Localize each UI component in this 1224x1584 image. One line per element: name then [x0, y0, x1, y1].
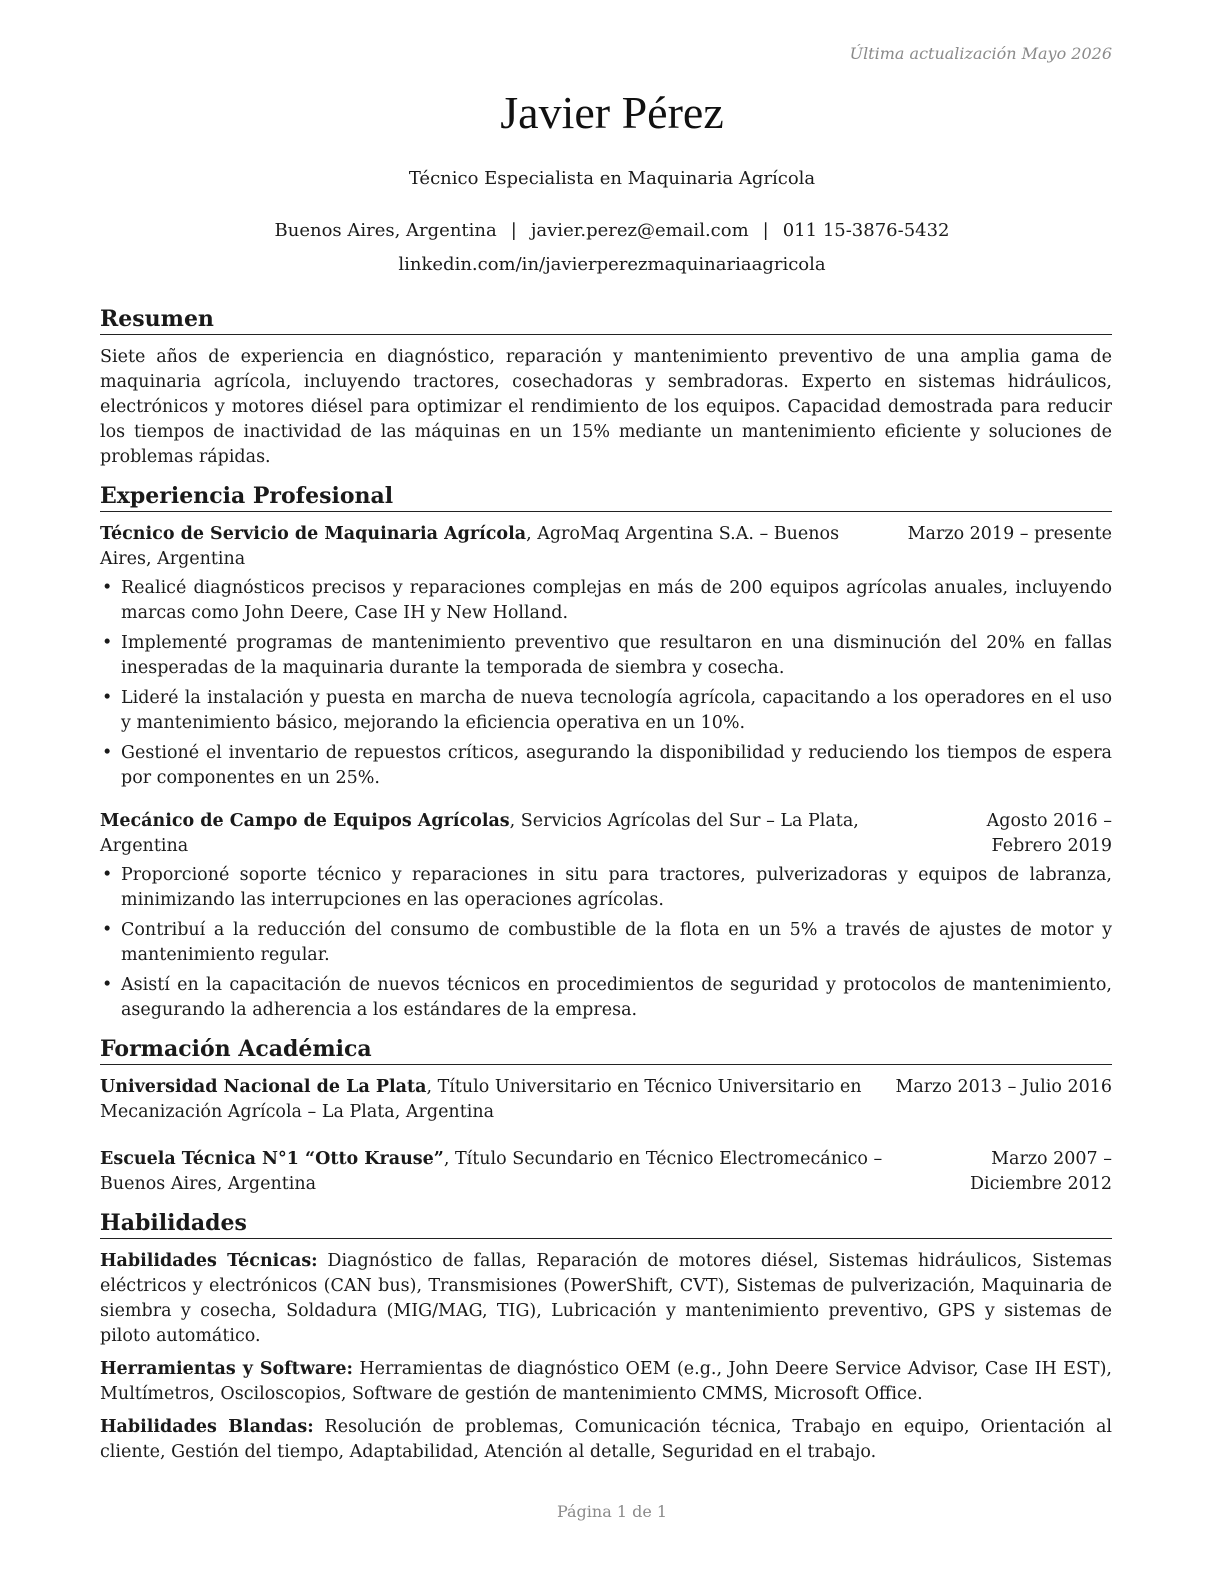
phone-number: 011 15-3876-5432: [782, 220, 950, 241]
list-item: • Contribuí a la reducción del consumo de combustible de la flota en un 5% a través de ajustes de motor y mantenimiento regular.: [100, 918, 1112, 968]
skills-section: [100, 1209, 1112, 1465]
job-bullets: [100, 576, 1112, 791]
section-heading: Formación Académica: [100, 1035, 1112, 1065]
list-item: • Gestioné el inventario de repuestos críticos, asegurando la disponibilidad y reduciendo los tiempos de espera por componentes en un 25%.: [100, 741, 1112, 791]
section-heading: Experiencia Profesional: [100, 482, 1112, 512]
list-item: • Lideré la instalación y puesta en marcha de nueva tecnología agrícola, capacitando a los operadores en el uso y mantenimiento básico, mejorando la eficiencia operativa en un 10%.: [100, 686, 1112, 736]
email-link[interactable]: javier.perez@email.com: [530, 220, 749, 241]
skill-text: Herramientas de diagnóstico OEM (e.g., John Deere Service Advisor, Case IH EST), Multímetros, Osciloscopios, Software de gestión de mantenimiento CMMS, Microsoft Office.: [100, 1359, 1112, 1404]
job-role: Técnico de Servicio de Maquinaria Agrícola: [100, 524, 527, 544]
summary-section: [100, 305, 1112, 470]
summary-text: Siete años de experiencia en diagnóstico, reparación y mantenimiento preventivo de una amplia gama de maquinaria agrícola, incluyendo tractores, cosechadoras y sembradoras. Experto en sistemas hidráulicos, electrónicos y motores diésel para optimizar el rendimiento de los equipos. Capacidad demostrada para reducir los tiempos de inactividad de las máquinas en un 15% mediante un mantenimiento eficiente y soluciones de problemas rápidas.: [100, 347, 1112, 467]
job-entry: [100, 809, 1112, 1023]
section-heading: Habilidades: [100, 1209, 1112, 1239]
list-item: • Realicé diagnósticos precisos y reparaciones complejas en más de 200 equipos agrícolas anuales, incluyendo marcas como John Deere, Case IH y New Holland.: [100, 576, 1112, 626]
skill-group: [100, 1249, 1112, 1349]
education-dates: Marzo 2007 – Diciembre 2012: [970, 1149, 1112, 1194]
page-number: Página 1 de 1: [556, 1502, 668, 1521]
job-bullets: [100, 863, 1112, 1023]
skill-group: [100, 1415, 1112, 1465]
education-dates: Marzo 2013 – Julio 2016: [895, 1077, 1112, 1097]
last-updated: Última actualización Mayo 2026: [849, 44, 1112, 63]
skill-label: Habilidades Técnicas:: [100, 1251, 318, 1271]
school-name: Escuela Técnica N°1 “Otto Krause”: [100, 1149, 444, 1169]
candidate-name: Javier Pérez: [500, 87, 724, 138]
degree-detail: , Título Universitario en Técnico Universitario en Mecanización Agrícola – La Plata, Argentina: [100, 1077, 862, 1122]
skill-label: Herramientas y Software:: [100, 1359, 353, 1379]
location: Buenos Aires, Argentina: [274, 220, 497, 241]
list-item: • Asistí en la capacitación de nuevos técnicos en procedimientos de seguridad y protocolos de mantenimiento, asegurando la adherencia a los estándares de la empresa.: [100, 973, 1112, 1023]
resume-body: [100, 305, 1112, 1477]
linkedin-link[interactable]: linkedin.com/in/javierperezmaquinariaagricola: [398, 254, 826, 275]
education-section: [100, 1035, 1112, 1197]
list-item: • Implementé programas de mantenimiento preventivo que resultaron en una disminución del 20% en fallas inesperadas de la maquinaria durante la temporada de siembra y cosecha.: [100, 631, 1112, 681]
job-dates: Agosto 2016 – Febrero 2019: [986, 811, 1112, 856]
skill-label: Habilidades Blandas:: [100, 1417, 314, 1437]
job-org: , AgroMaq Argentina S.A. – Buenos Aires, Argentina: [100, 524, 840, 569]
education-entry: [100, 1075, 1112, 1125]
education-entry: [100, 1147, 1112, 1197]
separator: |: [510, 220, 517, 241]
job-dates: Marzo 2019 – presente: [907, 524, 1112, 544]
school-name: Universidad Nacional de La Plata: [100, 1077, 427, 1097]
skill-text: Diagnóstico de fallas, Reparación de motores diésel, Sistemas hidráulicos, Sistemas eléctricos y electrónicos (CAN bus), Transmisiones (PowerShift, CVT), Sistemas de pulverización, Maquinaria de siembra y cosecha, Soldadura (MIG/MAG, TIG), Lubricación y mantenimiento preventivo, GPS y sistemas de piloto automático.: [100, 1251, 1112, 1346]
skill-text: Resolución de problemas, Comunicación técnica, Trabajo en equipo, Orientación al cliente, Gestión del tiempo, Adaptabilidad, Atención al detalle, Seguridad en el trabajo.: [100, 1417, 1112, 1462]
job-entry: [100, 522, 1112, 791]
section-heading: Resumen: [100, 305, 1112, 335]
skill-group: [100, 1357, 1112, 1407]
job-org: , Servicios Agrícolas del Sur – La Plata, Argentina: [100, 811, 859, 856]
job-role: Mecánico de Campo de Equipos Agrícolas: [100, 811, 510, 831]
experience-section: [100, 482, 1112, 1023]
candidate-title: Técnico Especialista en Maquinaria Agrícola: [408, 168, 816, 189]
list-item: • Proporcioné soporte técnico y reparaciones in situ para tractores, pulverizadoras y equipos de labranza, minimizando las interrupciones en las operaciones agrícolas.: [100, 863, 1112, 913]
separator: |: [762, 220, 769, 241]
contact-line: [0, 220, 1224, 241]
degree-detail: , Título Secundario en Técnico Electromecánico – Buenos Aires, Argentina: [100, 1149, 883, 1194]
